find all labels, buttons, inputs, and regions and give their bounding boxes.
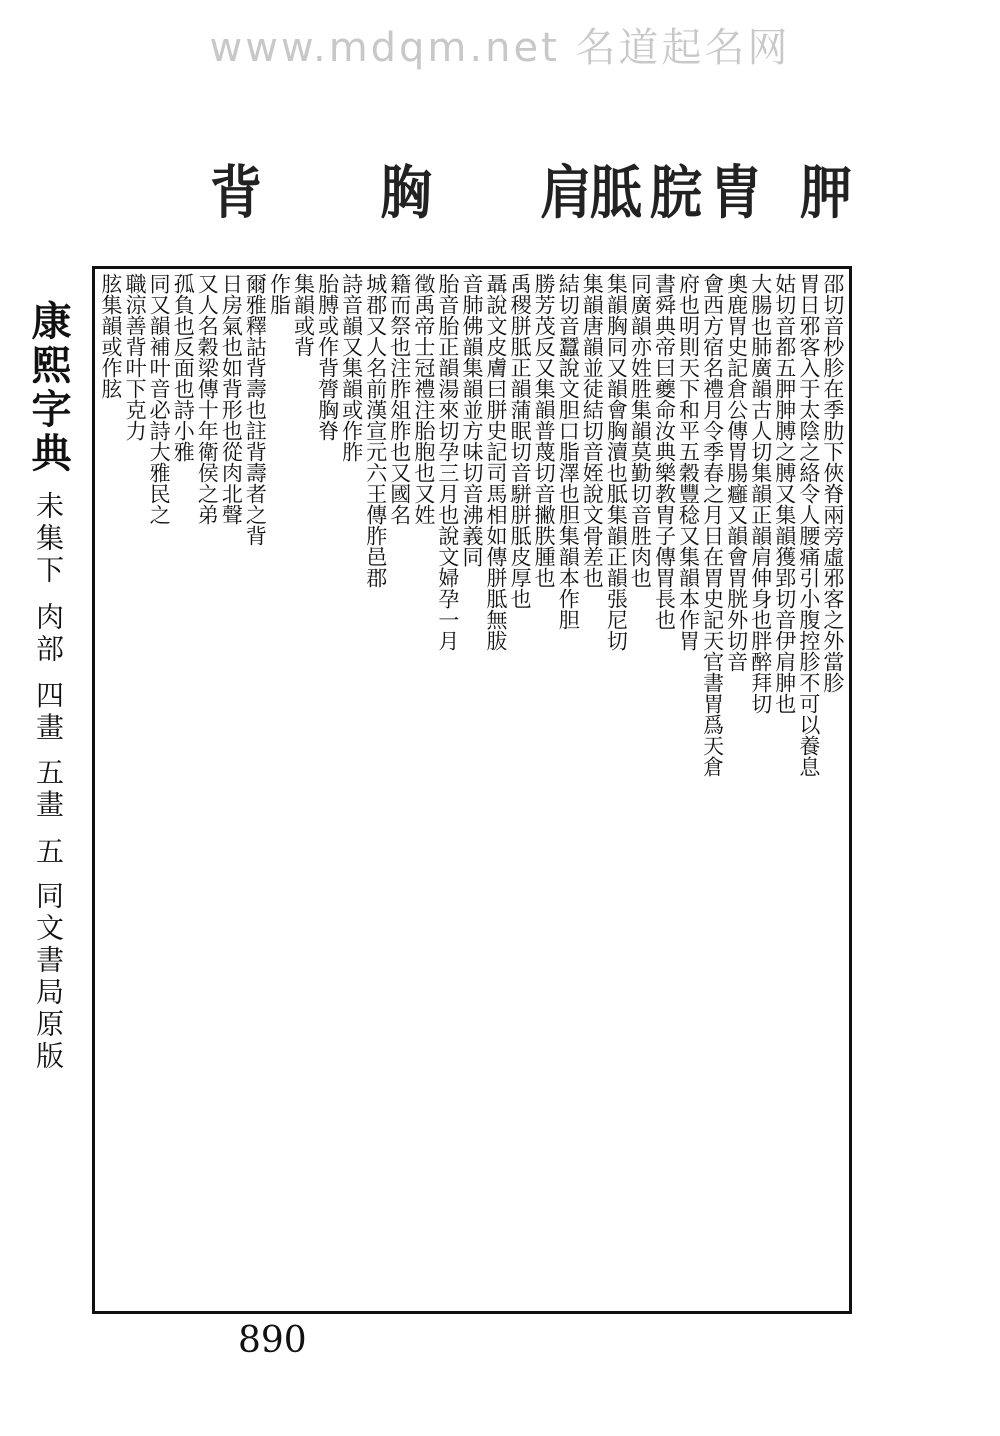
page-number: 890: [238, 1320, 307, 1361]
site-watermark: www.mdqm.net 名道起名网: [209, 25, 791, 71]
radical-section: 肉部: [32, 601, 65, 666]
text-column: 集韻唐韻並徒結切音姪說文骨差也: [580, 273, 605, 588]
page-side-margin: [18, 300, 78, 1320]
seal-char: 脘: [650, 159, 703, 227]
text-column: 作脂: [267, 273, 292, 315]
text-column: 日房氣也如背形也從肉北聲: [219, 273, 244, 525]
text-column: 姑切音都五胛胂膊之膊又集韻獲郢切音伊肩胂也: [772, 273, 797, 714]
text-column: 同又韻補叶音必詩大雅民之: [147, 273, 172, 525]
text-column: 結切音蠶說文胆口脂澤也胆集韻本作胆: [556, 273, 581, 630]
seal-char: 肩: [540, 159, 593, 227]
seal-char: 胛: [800, 159, 853, 227]
text-column: 奧鹿胃史記倉公傳胃腸癰又韻會胃胱外切音: [724, 273, 749, 672]
text-column: 邵切音杪胗在季肋下俠脊兩旁虛邪客之外當胗: [820, 273, 845, 693]
book-title: 康熙字典: [25, 300, 72, 476]
text-column: 聶說文皮膚曰胼史記司馬相如傳胼胝無胈: [484, 273, 508, 651]
text-column: 爾雅釋詁背壽也註背壽者之背: [243, 273, 268, 546]
text-column: 同廣韻亦姓胜集韻莫勤切音胜肉也: [628, 273, 653, 588]
text-column: 城郡又人名前漢宣元六王傳胙邑郡: [363, 273, 388, 588]
text-column: 書舜典帝曰夔命汝典樂教胄子傳胃長也: [652, 273, 677, 630]
text-column: 詩音韻又集韻或作胙: [339, 273, 364, 462]
seal-char: 胸: [380, 159, 433, 227]
text-column: 勝芳茂反又集韻普蔑切音撇胅腫也: [532, 273, 557, 588]
text-column: 徵禹帝士冠禮注胎胞也又姓: [411, 273, 436, 525]
text-column: 府也明則天下和平五穀豐稔又集韻本作胃: [676, 273, 701, 651]
publisher-label: 五 同文書局原版: [32, 836, 65, 1074]
text-column: 大腸也肺廣韻古人切集韻正韻肩伸身也胖醉拜切: [748, 273, 773, 714]
text-column: 胘集韻或作胘: [99, 273, 123, 399]
volume-label: 未集下: [32, 490, 65, 587]
text-column: 集韻胸同又韻會胸瀆也胝集韻正韻張尼切: [604, 273, 629, 651]
seal-script-row: [150, 150, 853, 260]
seal-char: 背: [210, 159, 263, 227]
text-column: 胎音胎正韻湯來切孕三月也說文婦孕一月: [435, 273, 460, 651]
text-columns: [99, 273, 845, 1307]
seal-char: 胝: [590, 159, 643, 227]
seal-char: 胄: [710, 159, 763, 227]
text-column: 胎膊或作背膂胸脊: [315, 273, 340, 441]
text-column: 孤負也反面也詩小雅: [171, 273, 196, 462]
text-column: 又人名穀梁傳十年衛侯之弟: [195, 273, 220, 525]
text-column: 胃日邪客入于太陰之絡令人腰痛引小腹控胗不可以養息: [796, 273, 821, 777]
stroke-count: 四畫 五畫: [32, 680, 65, 822]
text-column: 籍而祭也注胙俎胙也又國名: [387, 273, 412, 525]
dictionary-text-block: [92, 266, 852, 1314]
text-column: 職涼善背叶下克力: [123, 273, 148, 441]
text-column: 音肺佛韻集韻並方味切音沸義同: [459, 273, 484, 567]
text-column: 禹稷胼胝正韻蒲眠切音駢胼胝皮厚也: [508, 273, 533, 609]
text-column: 集韻或背: [291, 273, 316, 357]
text-column: 會西方宿名禮月令季春之月日在胃史記天官書胃爲天倉: [700, 273, 725, 777]
